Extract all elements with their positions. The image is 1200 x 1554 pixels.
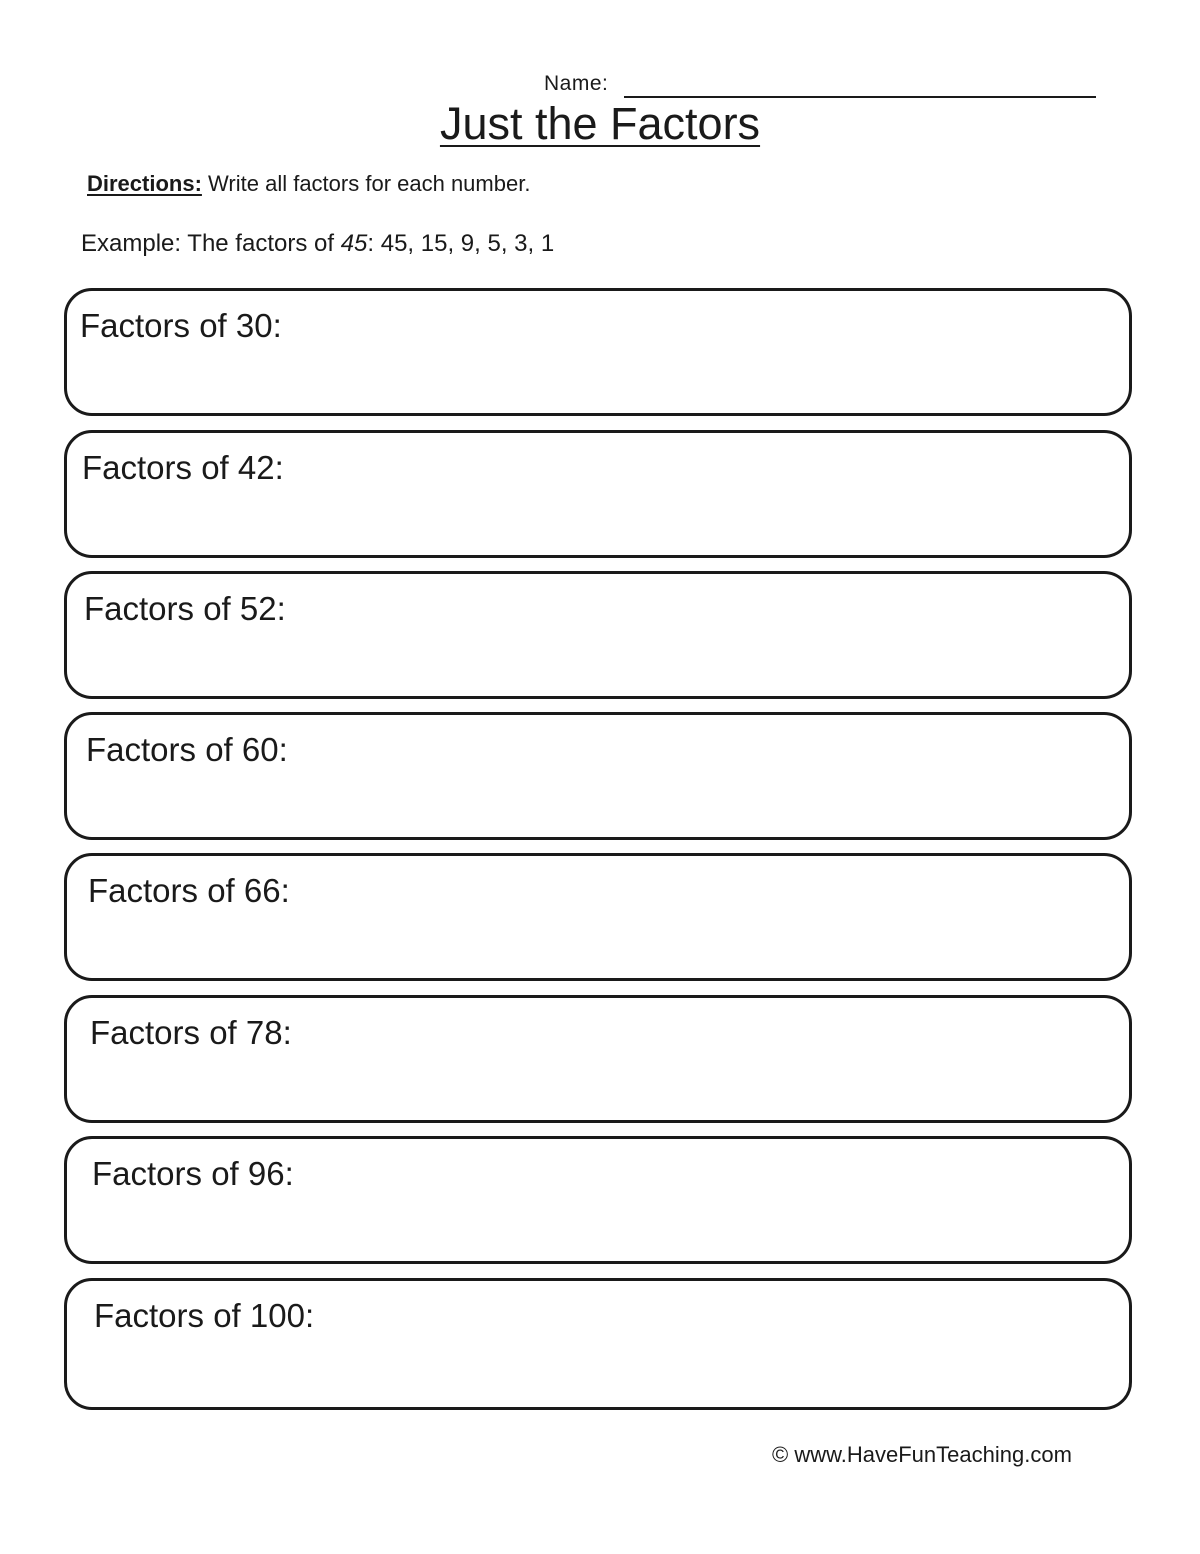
answer-box-42[interactable] [64,430,1132,558]
example-answer: : 45, 15, 9, 5, 3, 1 [367,230,555,257]
directions-text: Write all factors for each number. [208,171,531,196]
copyright-footer: © www.HaveFunTeaching.com [772,1442,1072,1467]
problem-label: Factors of 42: [82,449,284,486]
directions-label: Directions: [87,171,202,196]
example-prefix: Example: The factors of [81,230,335,257]
answer-box-96[interactable] [64,1136,1132,1264]
answer-box-60[interactable] [64,712,1132,840]
problem-label: Factors of 30: [80,307,282,344]
answer-box-100[interactable] [64,1278,1132,1410]
problem-label: Factors of 52: [84,590,286,627]
answer-box-66[interactable] [64,853,1132,981]
problem-label: Factors of 66: [88,872,290,909]
name-field [544,72,1104,100]
example [81,230,554,258]
problem-label: Factors of 60: [86,731,288,768]
answer-box-52[interactable] [64,571,1132,699]
problem-label: Factors of 78: [90,1014,292,1051]
directions [87,171,530,197]
answer-box-78[interactable] [64,995,1132,1123]
answer-box-30[interactable] [64,288,1132,416]
problem-label: Factors of 100: [94,1297,315,1334]
name-label: Name: [544,72,609,95]
worksheet-title: Just the Factors [439,98,761,149]
example-number: 45 [340,230,368,257]
problem-label: Factors of 96: [92,1155,294,1192]
